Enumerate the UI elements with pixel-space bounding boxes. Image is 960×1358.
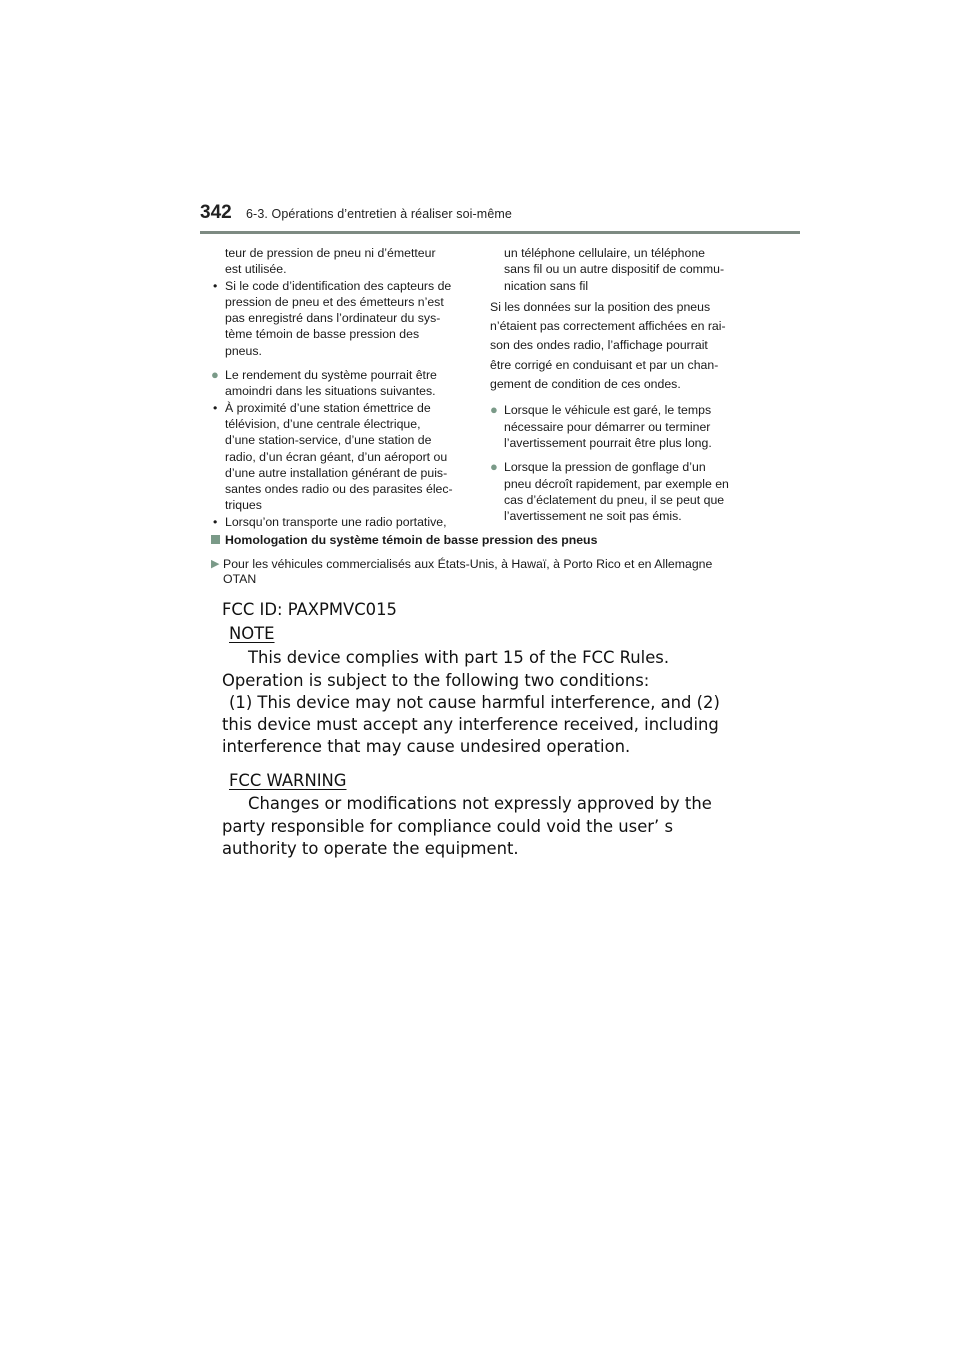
section-heading-text: Homologation du système témoin de basse pression des pneus	[225, 533, 598, 547]
dot-item	[490, 459, 755, 524]
pointer-item	[211, 557, 771, 587]
text-line: gement de condition de ces ondes.	[490, 377, 681, 392]
text-line: nécessaire pour démarrer ou terminer	[504, 419, 711, 434]
warning-title: FCC WARNING	[229, 771, 347, 790]
text-line: l’avertissement ne soit pas émis.	[504, 509, 682, 524]
page-number: 342	[200, 202, 232, 223]
dot-item	[211, 367, 476, 400]
fcc-id: FCC ID: PAXPMVC015	[222, 600, 397, 619]
text-line: OTAN	[223, 572, 257, 586]
text-line: Si le code d’identification des capteurs de	[225, 278, 452, 293]
warning-line: Changes or modifications not expressly approved by the	[248, 794, 712, 813]
continued-text: nication sans fil	[504, 278, 589, 293]
text-line: d’une autre installation générant de puis-	[225, 465, 448, 480]
note-title: NOTE	[229, 624, 275, 643]
text-line: Lorsque la pression de gonflage d’un	[504, 460, 706, 475]
text-line: amoindri dans les situations suivantes.	[225, 384, 436, 399]
text-line: pas enregistré dans l’ordinateur du sys-	[225, 311, 441, 326]
left-column	[211, 245, 476, 530]
continued-text: teur de pression de pneu ni d’émetteur	[225, 246, 436, 260]
bullet-item	[211, 514, 476, 530]
note-line: Operation is subject to the following two conditions:	[222, 671, 650, 690]
continued-text: un téléphone cellulaire, un téléphone	[504, 246, 706, 260]
text-line: n’étaient pas correctement affichées en rai-	[490, 319, 726, 334]
section-heading	[211, 533, 771, 547]
note-line: (1) This device may not cause harmful interference, and (2)	[229, 693, 720, 712]
continued-text: est utilisée.	[225, 262, 287, 277]
text-line: d’une station-service, d’une station de	[225, 433, 432, 448]
note-line: this device must accept any interference received, including	[222, 715, 719, 734]
text-line: À proximité d’une station émettrice de	[225, 400, 431, 415]
text-line: Si les données sur la position des pneus	[490, 299, 711, 314]
bullet-item	[211, 400, 476, 514]
text-line: pneus.	[225, 343, 262, 358]
arrow-right-icon: ▶	[211, 558, 220, 570]
text-line: Lorsqu’on transporte une radio portative,	[225, 514, 447, 529]
continued-text: sans fil ou un autre dispositif de commu-	[504, 262, 725, 277]
green-dot-icon: ●	[211, 367, 219, 383]
section-title: 6-3. Opérations d’entretien à réaliser soi-même	[246, 207, 512, 221]
bullet-icon: •	[213, 514, 218, 529]
text-line: cas d’éclatement du pneu, il se peut que	[504, 492, 725, 507]
square-bullet-icon	[211, 535, 220, 544]
text-line: tème témoin de basse pression des	[225, 327, 420, 342]
header-divider	[200, 231, 800, 234]
text-line: pneu décroît rapidement, par exemple en	[504, 476, 729, 491]
green-dot-icon: ●	[490, 459, 498, 475]
text-line: être corrigé en conduisant et par un chan-	[490, 357, 719, 372]
warning-line: authority to operate the equipment.	[222, 839, 519, 858]
green-dot-icon: ●	[490, 402, 498, 418]
note-line: interference that may cause undesired operation.	[222, 737, 631, 756]
text-line: Pour les véhicules commercialisés aux États-Unis, à Hawaï, à Porto Rico et en Allemagne	[223, 557, 713, 571]
note-line: This device complies with part 15 of the FCC Rules.	[248, 648, 670, 667]
text-line: télévision, d’une centrale électrique,	[225, 416, 421, 431]
bullet-icon: •	[213, 278, 218, 293]
dot-item	[490, 402, 755, 451]
right-column	[490, 245, 755, 524]
text-line: l’avertissement pourrait être plus long.	[504, 435, 712, 450]
text-line: radio, d’un écran géant, d’un aéroport ou	[225, 449, 448, 464]
text-line: santes ondes radio ou des parasites élec-	[225, 482, 453, 497]
bullet-item	[211, 278, 476, 359]
bullet-icon: •	[213, 400, 218, 415]
warning-line: party responsible for compliance could void the user’ s	[222, 817, 674, 836]
text-line: triques	[225, 498, 262, 513]
text-line: pression de pneu et des émetteurs n’est	[225, 294, 444, 309]
text-line: Lorsque le véhicule est garé, le temps	[504, 403, 712, 418]
text-line: son des ondes radio, l’affichage pourrait	[490, 338, 708, 353]
text-line: Le rendement du système pourrait être	[225, 368, 437, 383]
paragraph	[490, 298, 755, 394]
